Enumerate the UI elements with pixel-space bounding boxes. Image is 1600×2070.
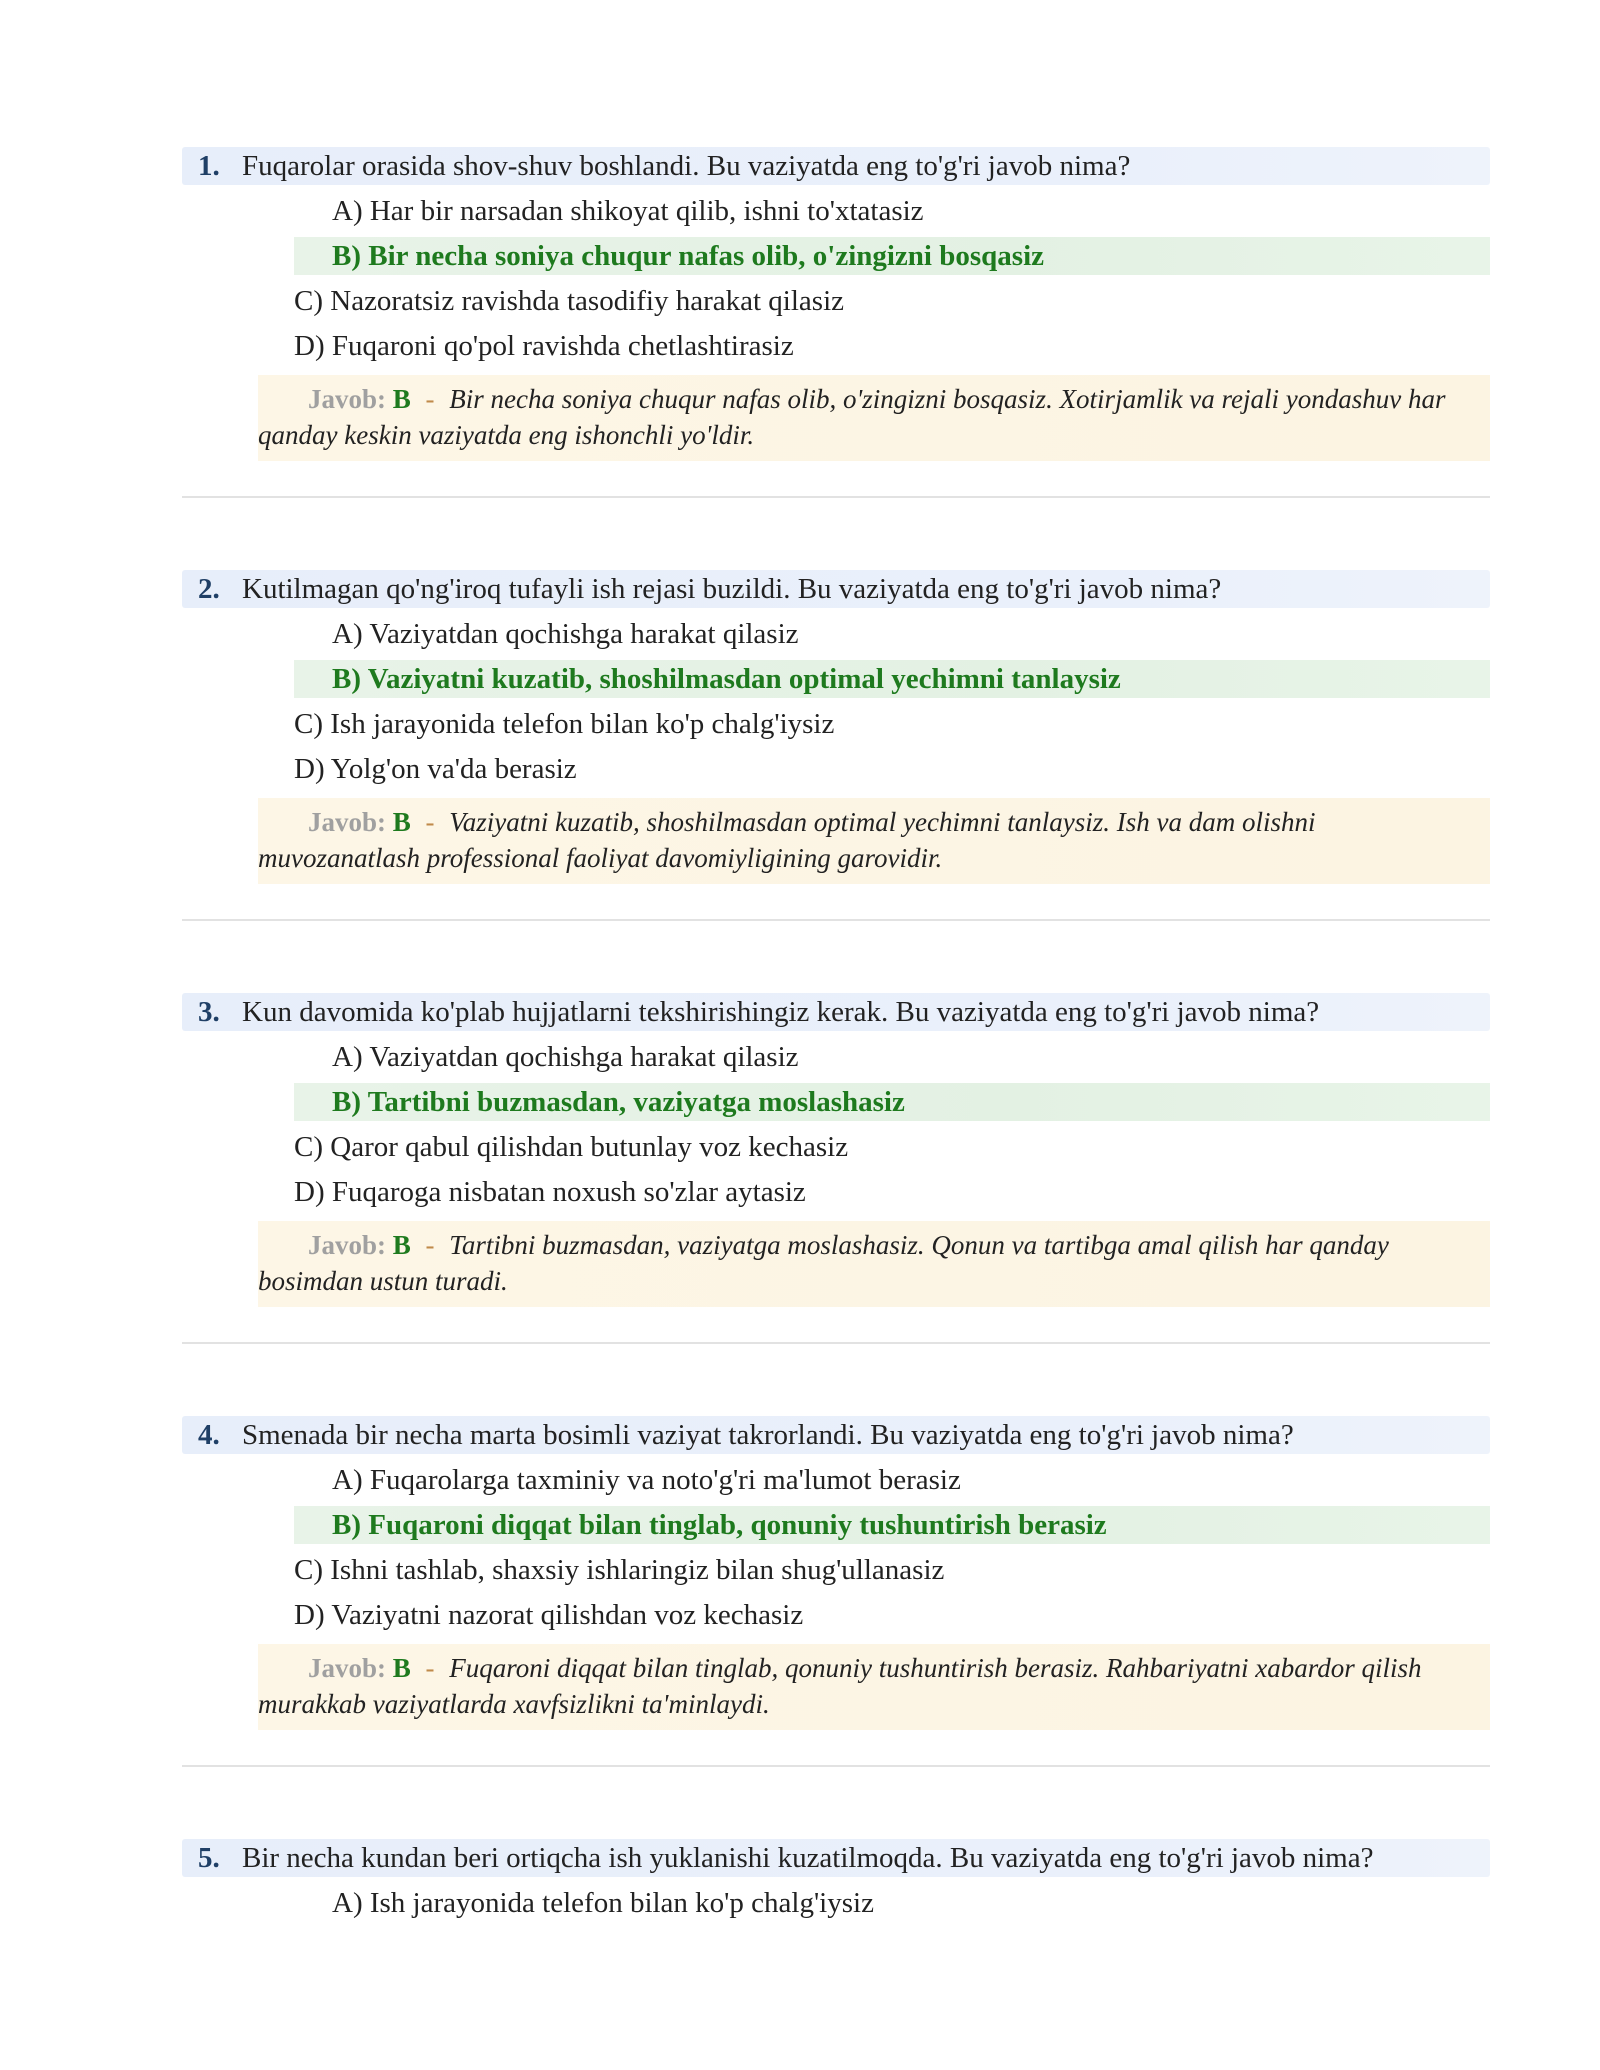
question-block <box>182 570 1490 884</box>
option-a: A) Vaziyatdan qochishga harakat qilasiz <box>332 1041 799 1073</box>
answer-box <box>258 1644 1490 1730</box>
answer-explanation: Vaziyatni kuzatib, shoshilmasdan optimal yechimni tanlaysiz. Ish va dam olishni muvozanatlash professional faoliyat davomiyligining garovidir. <box>258 807 1316 873</box>
question-block <box>182 1416 1490 1730</box>
divider <box>182 1342 1490 1344</box>
answer-label: Javob: <box>308 1653 387 1683</box>
question-block <box>182 993 1490 1307</box>
answer-dash: - <box>425 1653 435 1683</box>
answer-dash: - <box>425 384 435 414</box>
question-header <box>182 1416 1490 1454</box>
question-number: 2. <box>198 573 220 605</box>
option-b-correct: B) Fuqaroni diqqat bilan tinglab, qonuniy tushuntirish berasiz <box>294 1506 1490 1544</box>
divider <box>182 496 1490 498</box>
question-header <box>182 570 1490 608</box>
divider <box>182 919 1490 921</box>
question-header <box>182 1839 1490 1877</box>
question-text: Kun davomida ko'plab hujjatlarni tekshirishingiz kerak. Bu vaziyatda eng to'g'ri javob nima? <box>242 996 1320 1028</box>
question-text: Kutilmagan qo'ng'iroq tufayli ish rejasi buzildi. Bu vaziyatda eng to'g'ri javob nima? <box>242 573 1222 605</box>
question-block <box>182 1839 1490 1922</box>
question-number: 4. <box>198 1419 220 1451</box>
question-header <box>182 993 1490 1031</box>
option-b-correct: B) Bir necha soniya chuqur nafas olib, o'zingizni bosqasiz <box>294 237 1490 275</box>
answer-label: Javob: <box>308 807 387 837</box>
answer-explanation: Fuqaroni diqqat bilan tinglab, qonuniy tushuntirish berasiz. Rahbariyatni xabardor qilish murakkab vaziyatlarda xavfsizlikni ta'minlaydi. <box>258 1653 1422 1719</box>
option-d: D) Vaziyatni nazorat qilishdan voz kechasiz <box>294 1599 804 1631</box>
answer-letter: B <box>392 384 411 414</box>
option-c: C) Nazoratsiz ravishda tasodifiy harakat qilasiz <box>294 285 844 317</box>
option-a: A) Har bir narsadan shikoyat qilib, ishni to'xtatasiz <box>332 195 924 227</box>
question-number: 1. <box>198 150 220 182</box>
divider <box>182 1765 1490 1767</box>
option-b-correct: B) Tartibni buzmasdan, vaziyatga moslashasiz <box>294 1083 1490 1121</box>
question-number: 5. <box>198 1842 220 1874</box>
answer-dash: - <box>425 1230 435 1260</box>
answer-letter: B <box>392 1230 411 1260</box>
question-text: Fuqarolar orasida shov-shuv boshlandi. Bu vaziyatda eng to'g'ri javob nima? <box>242 150 1131 182</box>
question-number: 3. <box>198 996 220 1028</box>
answer-box <box>258 375 1490 461</box>
answer-explanation: Bir necha soniya chuqur nafas olib, o'zingizni bosqasiz. Xotirjamlik va rejali yondashuv har qanday keskin vaziyatda eng ishonchli yo'ldir. <box>258 384 1446 450</box>
option-c: C) Qaror qabul qilishdan butunlay voz kechasiz <box>294 1131 849 1163</box>
option-b-correct: B) Vaziyatni kuzatib, shoshilmasdan optimal yechimni tanlaysiz <box>294 660 1490 698</box>
option-c: C) Ish jarayonida telefon bilan ko'p chalg'iysiz <box>294 708 835 740</box>
answer-label: Javob: <box>308 1230 387 1260</box>
answer-dash: - <box>425 807 435 837</box>
option-d: D) Fuqaroni qo'pol ravishda chetlashtirasiz <box>294 330 794 362</box>
option-d: D) Fuqaroga nisbatan noxush so'zlar aytasiz <box>294 1176 806 1208</box>
option-d: D) Yolg'on va'da berasiz <box>294 753 577 785</box>
answer-box <box>258 1221 1490 1307</box>
option-a: A) Ish jarayonida telefon bilan ko'p chalg'iysiz <box>332 1887 874 1919</box>
answer-letter: B <box>392 1653 411 1683</box>
answer-explanation: Tartibni buzmasdan, vaziyatga moslashasiz. Qonun va tartibga amal qilish har qanday bosimdan ustun turadi. <box>258 1230 1389 1296</box>
answer-letter: B <box>392 807 411 837</box>
question-block <box>182 147 1490 461</box>
option-c: C) Ishni tashlab, shaxsiy ishlaringiz bilan shug'ullanasiz <box>294 1554 945 1586</box>
question-header <box>182 147 1490 185</box>
question-text: Smenada bir necha marta bosimli vaziyat takrorlandi. Bu vaziyatda eng to'g'ri javob nima? <box>242 1419 1294 1451</box>
answer-label: Javob: <box>308 384 387 414</box>
question-text: Bir necha kundan beri ortiqcha ish yuklanishi kuzatilmoqda. Bu vaziyatda eng to'g'ri javob nima? <box>242 1842 1374 1874</box>
option-a: A) Fuqarolarga taxminiy va noto'g'ri ma'lumot berasiz <box>332 1464 961 1496</box>
option-a: A) Vaziyatdan qochishga harakat qilasiz <box>332 618 799 650</box>
answer-box <box>258 798 1490 884</box>
